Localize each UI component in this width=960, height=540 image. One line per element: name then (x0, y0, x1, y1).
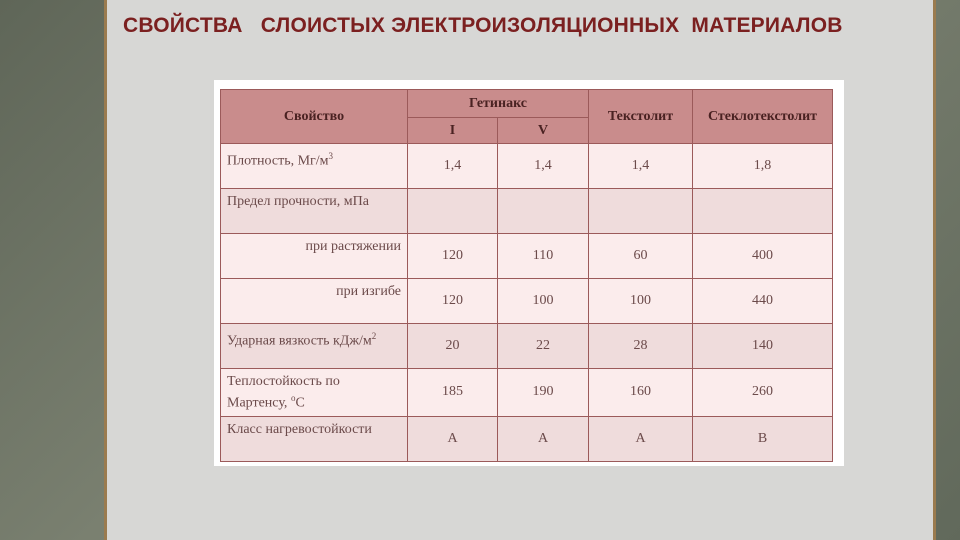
cell-textolit: 100 (589, 279, 693, 324)
cell-getinaks-V: 100 (498, 279, 589, 324)
cell-getinaks-V: 110 (498, 234, 589, 279)
table-row (221, 144, 833, 189)
row-label: Плотность, $Мг/м^3$ (221, 144, 408, 189)
cell-getinaks-I: 1,4 (408, 144, 498, 189)
cell-textolit (589, 189, 693, 234)
row-label: при изгибе (221, 279, 408, 324)
cell-textolit: 28 (589, 324, 693, 369)
table-row (221, 416, 833, 461)
header-textolit: Текстолит (589, 90, 693, 144)
cell-textolit: 60 (589, 234, 693, 279)
cell-steklotextolit: 140 (693, 324, 833, 369)
row-label: Ударная вязкость кДж/$м^2$ (221, 324, 408, 369)
cell-getinaks-V: 1,4 (498, 144, 589, 189)
cell-steklotextolit: 1,8 (693, 144, 833, 189)
cell-getinaks-I: 120 (408, 234, 498, 279)
table-row (221, 279, 833, 324)
cell-getinaks-I: А (408, 416, 498, 461)
row-label: Предел прочности, мПа (221, 189, 408, 234)
slide-title: СВОЙСТВА СЛОИСТЫХ ЭЛЕКТРОИЗОЛЯЦИОННЫХ МАТЕРИАЛОВ (123, 14, 843, 37)
properties-table (220, 89, 833, 462)
cell-steklotextolit (693, 189, 833, 234)
table-row (221, 324, 833, 369)
cell-steklotextolit: 440 (693, 279, 833, 324)
cell-getinaks-V: 22 (498, 324, 589, 369)
slide (104, 0, 936, 540)
cell-steklotextolit: 260 (693, 369, 833, 417)
row-label: Класс нагревостойкости (221, 416, 408, 461)
row-label: Теплостойкость по Мартенсу, $^o$C (221, 369, 408, 417)
cell-steklotextolit: 400 (693, 234, 833, 279)
header-getinaks-I: I (408, 118, 498, 144)
cell-textolit: А (589, 416, 693, 461)
table-row (221, 234, 833, 279)
table-row (221, 369, 833, 417)
properties-table-container (214, 80, 844, 466)
row-label: при растяжении (221, 234, 408, 279)
cell-textolit: 160 (589, 369, 693, 417)
cell-steklotextolit: В (693, 416, 833, 461)
cell-getinaks-I: 185 (408, 369, 498, 417)
cell-getinaks-V: 190 (498, 369, 589, 417)
cell-getinaks-V (498, 189, 589, 234)
header-property: Свойство (221, 90, 408, 144)
cell-getinaks-I (408, 189, 498, 234)
cell-getinaks-I: 20 (408, 324, 498, 369)
header-steklotextolit: Стеклотекстолит (693, 90, 833, 144)
cell-textolit: 1,4 (589, 144, 693, 189)
header-getinaks: Гетинакс (408, 90, 589, 118)
cell-getinaks-I: 120 (408, 279, 498, 324)
header-getinaks-V: V (498, 118, 589, 144)
table-row (221, 189, 833, 234)
cell-getinaks-V: А (498, 416, 589, 461)
